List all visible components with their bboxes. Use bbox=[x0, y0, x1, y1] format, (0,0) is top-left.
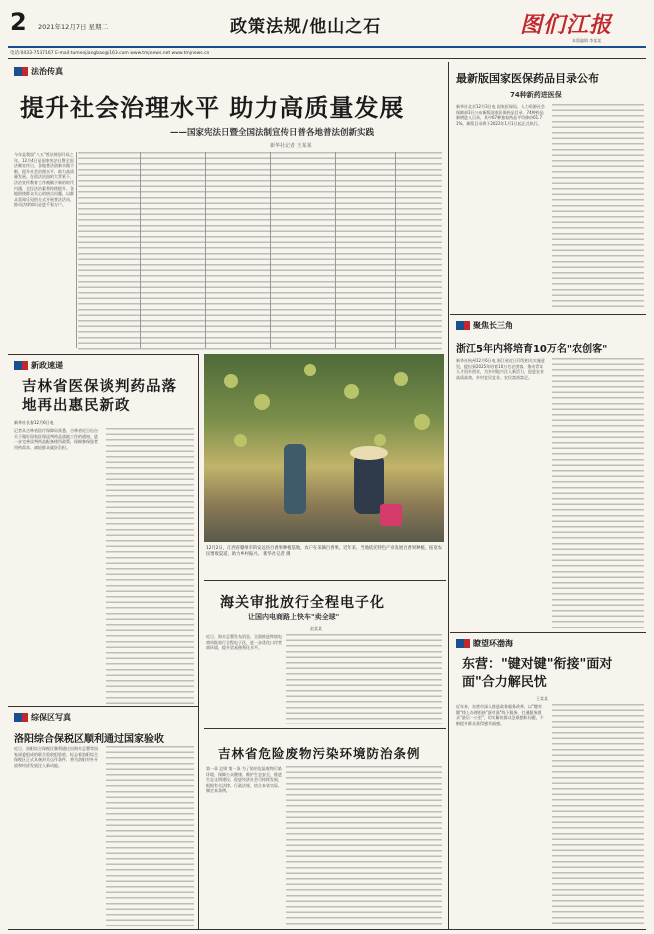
right-bottom-tag bbox=[456, 638, 513, 649]
lower-left-tag-label: 综保区写真 bbox=[31, 713, 71, 722]
photo-basket bbox=[380, 504, 402, 526]
photo-fruit bbox=[254, 394, 270, 410]
lead-tag-label: 法治传真 bbox=[31, 67, 63, 76]
right-mid-headline: 浙江5年内将培育10万名"农创客" bbox=[456, 344, 608, 355]
right-mid-body bbox=[456, 358, 644, 628]
lead-headline: 提升社会治理水平 助力高质量发展 bbox=[20, 94, 405, 122]
brand-logo: 图们江报 bbox=[520, 12, 613, 38]
right-mid-body-columns bbox=[552, 358, 644, 628]
right-top-headline: 最新版国家医保药品目录公布 bbox=[456, 72, 599, 85]
editor-note: 本版编辑 李某某 bbox=[572, 38, 602, 43]
right-top-subhead: 74种新药进医保 bbox=[510, 91, 562, 99]
flag-icon bbox=[456, 321, 470, 330]
news-photo bbox=[204, 354, 444, 542]
photo-fruit bbox=[374, 434, 386, 446]
center-subhead: 让国内电商路上快车"卖全球" bbox=[248, 613, 340, 621]
flag-icon bbox=[14, 67, 28, 76]
flag-icon bbox=[456, 639, 470, 648]
right-mid-tag bbox=[456, 320, 513, 331]
lower-left-tag bbox=[14, 712, 71, 723]
photo-fruit bbox=[394, 372, 408, 386]
contact-line: 电话:0433-7537167 E-mail:tumenjiangbao@163.com www.tmjnews.net www.tmjnews.cn bbox=[10, 51, 210, 56]
mid-left-body-text: 记者从吉林省医疗保障局获悉，吉林省近日出台关于做好国家医保谈判药品落地工作的通知，进一步完善谈判药品配备使用政策，保障参保患者用药需求，减轻群众就医负担。 bbox=[14, 428, 98, 450]
photo-fruit bbox=[344, 384, 359, 399]
mid-left-body-columns bbox=[106, 428, 194, 704]
center-body bbox=[206, 634, 442, 724]
page-number: 2 bbox=[10, 8, 27, 36]
center-bottom-body-columns bbox=[286, 766, 442, 926]
lower-left-body-columns bbox=[106, 746, 194, 926]
right-bottom-body-columns bbox=[552, 704, 644, 926]
lead-byline: 新华社记者 王某某 bbox=[270, 143, 312, 149]
photo-fruit bbox=[234, 434, 247, 447]
photo-hat bbox=[350, 446, 388, 460]
center-body-text: 近日，海关总署发布消息，全面推进跨境电商审批放行全程电子化，进一步优化口岸营商环境，提升贸易便利化水平。 bbox=[206, 634, 282, 651]
lower-left-body bbox=[14, 746, 194, 926]
center-headline: 海关审批放行全程电子化 bbox=[220, 595, 385, 611]
center-body-columns bbox=[286, 634, 442, 724]
photo-fruit bbox=[224, 374, 238, 388]
right-bottom-body-text: 近年来，东营市深入推进政务服务改革，以"键对键"线上办理衔接"面对面"线下服务，打通服务群众"最后一公里"，切实解决群众急难愁盼问题，不断提升群众获得感幸福感。 bbox=[456, 704, 544, 726]
mid-left-headline: 吉林省医保谈判药品落地再出惠民新政 bbox=[22, 379, 177, 414]
right-mid-body-text: 新华社杭州12月6日电 浙江省近日印发相关实施意见，提出到2025年培育10万名农创客，推动青年人才回乡创业，为乡村振兴注入新活力，促进农业高质高效、乡村宜居宜业、农民富裕富足。 bbox=[456, 358, 545, 380]
right-top-body-columns bbox=[552, 104, 644, 310]
center-bottom-body-text: 第一章 总则 第一条 为了防治危险废物污染环境，保障公众健康，维护生态安全，推进生态文明建设，促进经济社会可持续发展，根据有关法律、行政法规，结合本省实际，制定本条例。 bbox=[206, 766, 282, 794]
photo-worker bbox=[284, 444, 306, 514]
mid-left-body bbox=[14, 428, 194, 704]
right-bottom-byline: 王某某 bbox=[536, 696, 548, 701]
photo-caption: 12月2日，江西省赣州市的安远县百香果种植基地，农户在采摘百香果。近年来，当地依托特色产业发展百香果种植，拓宽农民增收渠道，助力乡村振兴。 新华社记者 摄 bbox=[206, 546, 442, 557]
lower-left-headline: 洛阳综合保税区顺利通过国家验收 bbox=[14, 734, 164, 745]
right-bottom-headline: 东营："键对键"衔接"面对面"合力解民忧 bbox=[462, 657, 613, 690]
right-top-body bbox=[456, 104, 644, 310]
center-byline: 赵某某 bbox=[310, 626, 322, 631]
lead-body-text: 今年是我国"八五"普法规划开局之年。12月4日是国家宪法日暨全国法制宣传日，各地普法创新实践不断，提升社会治理水平，助力高质量发展。在依法治国的大背景下，法治宣传教育工作被赋予新的时代内涵，全民法治素养持续提升。各地围绕群众关心的热点问题，以群众喜闻乐见的方式开展普法活动，推动法律知识走进千家万户。 bbox=[14, 152, 74, 208]
mid-left-tag-label: 新政速递 bbox=[31, 361, 63, 370]
lead-section-tag bbox=[14, 66, 63, 77]
right-mid-tag-label: 聚焦长三角 bbox=[473, 321, 513, 330]
center-bottom-headline: 吉林省危险废物污染环境防治条例 bbox=[218, 746, 421, 761]
center-bottom-body bbox=[206, 766, 442, 926]
photo-fruit bbox=[414, 414, 430, 430]
issue-date: 2021年12月7日 星期二 bbox=[38, 23, 109, 31]
flag-icon bbox=[14, 361, 28, 370]
lead-body-columns bbox=[78, 152, 442, 352]
section-title: 政策法规/他山之石 bbox=[230, 17, 382, 37]
lower-left-body-text: 近日，洛阳综合保税区顺利通过由海关总署等国家部委组成的联合验收组验收，标志着洛阳综合保税区正式具备封关运作条件，将为洛阳对外开放和经济发展注入新动能。 bbox=[14, 746, 98, 768]
mid-left-byline: 新华社长春12月6日电 bbox=[14, 420, 54, 425]
photo-fruit bbox=[304, 364, 316, 376]
right-top-body-text: 新华社北京12月3日电 国家医保局、人力资源社会保障部3日公布新版国家医保药品目录，74种药品新增进入目录，其中67种独家药品平均降价61.71%。新版目录将于2022年1月1日起正式执行。 bbox=[456, 104, 545, 126]
right-bottom-body bbox=[456, 704, 644, 926]
flag-icon bbox=[14, 713, 28, 722]
right-bottom-tag-label: 瞭望环渤海 bbox=[473, 639, 513, 648]
lead-subhead: ——国家宪法日暨全国法制宣传日普各地普法创新实践 bbox=[170, 128, 375, 138]
mid-left-tag bbox=[14, 360, 63, 371]
